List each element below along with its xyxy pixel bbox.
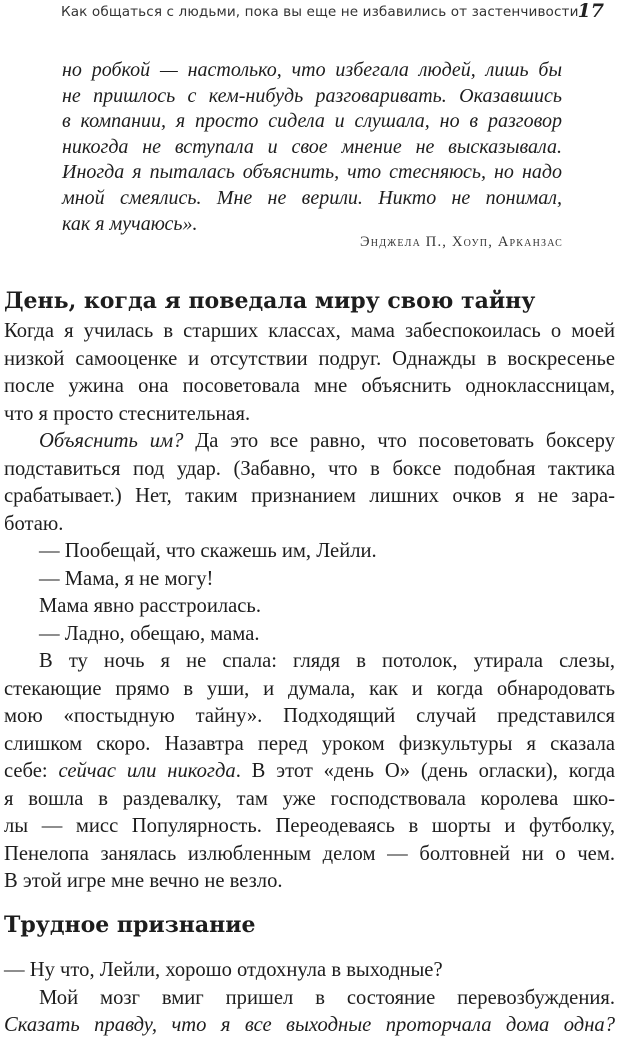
- paragraph-line: В этой игре мне вечно не везло.: [4, 870, 283, 892]
- running-header: Как общаться с людьми, пока вы еще не избавились от застенчивости: [61, 4, 579, 20]
- quote-line: в компании, я просто сидела и слушала, но в разговор: [62, 110, 562, 133]
- paragraph-line: слишком скоро. Назавтра перед уроком физкультуры я сказала: [4, 732, 615, 755]
- dialogue-line: — Ну что, Лейли, хорошо отдохнула в выходные?: [4, 959, 443, 981]
- dialogue-line: — Мама, я не могу!: [39, 567, 214, 590]
- emphasis-text: Объяснить им?: [39, 430, 184, 452]
- section-body: [4, 318, 615, 896]
- quote-line: как я мучаюсь».: [62, 212, 198, 235]
- emphasis-text: сейчас или никогда: [58, 760, 236, 782]
- paragraph-text: Да это все равно, что посоветовать боксеру: [183, 430, 615, 452]
- paragraph-line: [4, 428, 615, 456]
- quote-line: никогда не вступала и свое мнение не высказывала.: [62, 135, 562, 158]
- paragraph-line: стекающие прямо в уши, и думала, как и когда обнародовать: [4, 677, 615, 700]
- dialogue-line: — Пообещай, что скажешь им, Лейли.: [39, 540, 377, 562]
- quote-line: не пришлось с кем-нибудь разговаривать. Оказавшись: [62, 84, 562, 107]
- dialogue-line: — Ладно, обещаю, мама.: [39, 622, 260, 645]
- paragraph-line: Мама явно расстроилась.: [39, 595, 261, 617]
- paragraph-line: Пенелопа занялась излюбленным делом — болтовней ни о чем.: [4, 842, 615, 865]
- paragraph-line: Когда я училась в старших классах, мама забеспокоилась о моей: [4, 320, 615, 342]
- epigraph-quote: [62, 58, 562, 237]
- paragraph-line: я вошла в раздевалку, там уже господствовала королева шко-: [4, 787, 615, 810]
- quote-attribution: Энджела П., Хоуп, Арканзас: [360, 234, 563, 250]
- section-heading: Трудное признание: [4, 912, 256, 938]
- paragraph-line: мою «постыдную тайну». Подходящий случай представился: [4, 705, 615, 727]
- paragraph-line: после ужина она посоветовала мне объяснить одноклассницам,: [4, 375, 615, 397]
- page-number: 17: [577, 0, 604, 22]
- paragraph-line: срабатывает.) Нет, таким признанием лишних очков я не зара-: [4, 485, 615, 507]
- quote-line: но робкой — настолько, что избегала людей, лишь бы: [62, 59, 562, 81]
- paragraph-text: . В этот «день О» (день огласки), когда: [235, 760, 616, 782]
- section-heading: День, когда я поведала миру свою тайну: [4, 288, 536, 314]
- paragraph-line: подставиться под удар. (Забавно, что в боксе подобная тактика: [4, 457, 615, 480]
- paragraph-text: себе:: [4, 760, 59, 782]
- paragraph-line: низкой самооценке и отсутствии подруг. Однажды в воскресенье: [4, 347, 615, 370]
- paragraph-line: что я просто стеснительная.: [4, 402, 251, 425]
- paragraph-line: Мой мозг вмиг пришел в состояние перевозбуждения.: [39, 986, 615, 1009]
- section-body: [4, 957, 615, 1040]
- paragraph-line: лы — мисс Популярность. Переодеваясь в шорты и футболку,: [4, 815, 615, 837]
- emphasis-line: Сказать правду, что я все выходные проторчала дома одна?: [4, 1014, 615, 1036]
- paragraph-line: ботаю.: [4, 512, 64, 535]
- quote-line: мной смеялись. Мне не верили. Никто не понимал,: [62, 186, 562, 209]
- paragraph-line: [4, 758, 615, 786]
- quote-line: Иногда я пыталась объяснить, что стесняюсь, но надо: [62, 161, 562, 184]
- paragraph-line: В ту ночь я не спала: глядя в потолок, утирала слезы,: [39, 650, 615, 672]
